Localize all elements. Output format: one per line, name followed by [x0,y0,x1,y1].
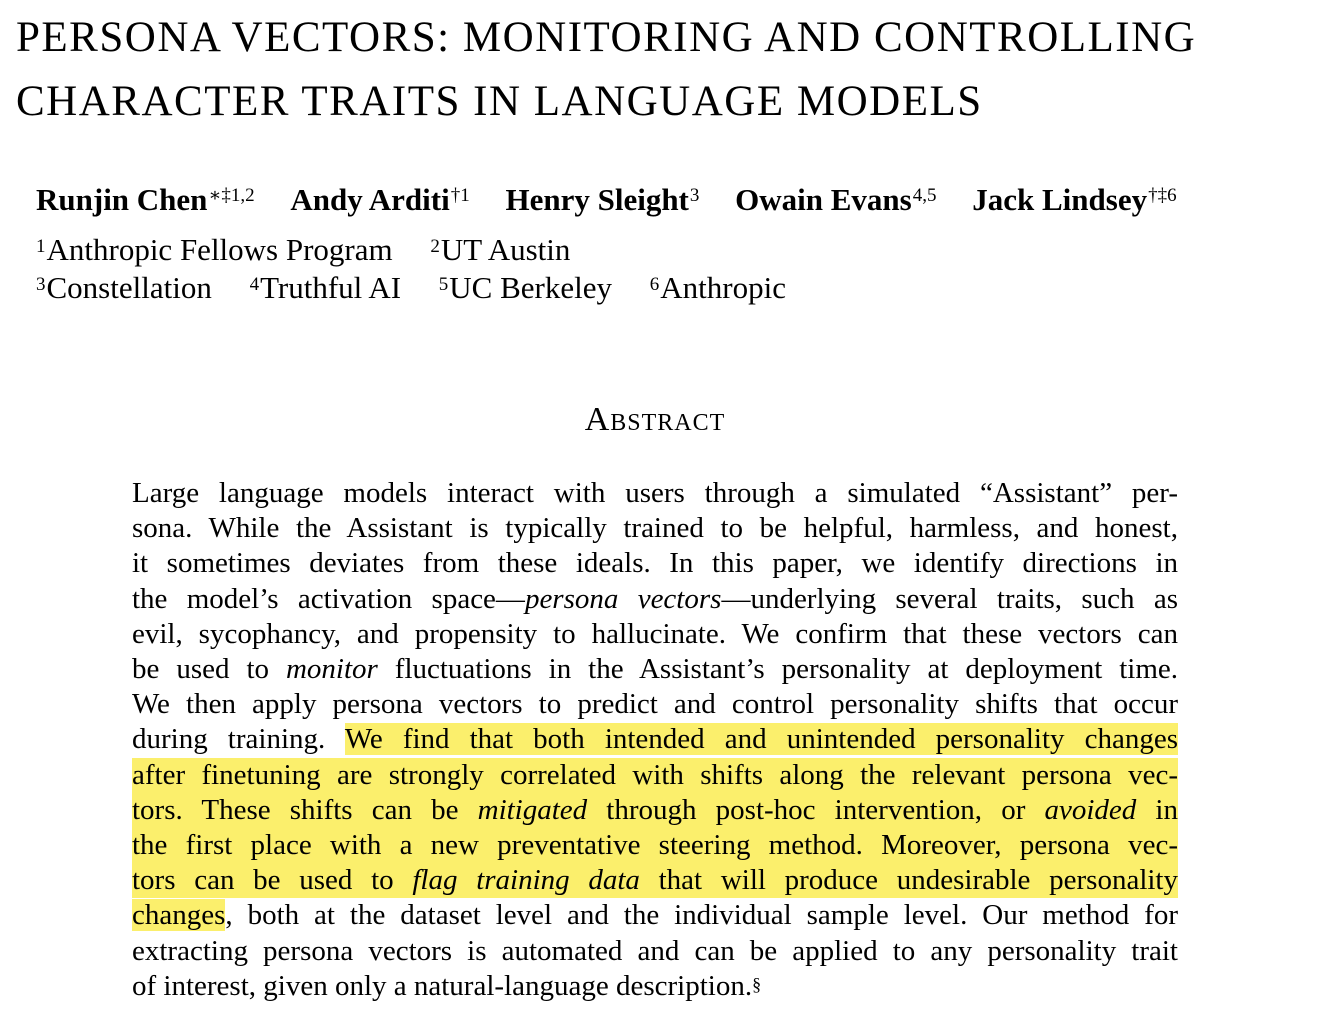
abstract-line-highlighted [132,828,1178,863]
emphasis-monitor: monitor [285,653,378,686]
text-run: after finetuning are strongly correlated with shifts along the relevant persona vec- [132,758,1178,791]
affiliations-line [36,231,570,269]
abstract-line [132,652,1178,687]
abstract-line [132,582,1178,617]
author [735,180,936,220]
affiliation-name: Truthful AI [260,270,402,305]
text-run: the first place with a new preventative steering method. Moreover, persona vec- [132,829,1178,862]
abstract-line [132,934,1178,969]
abstract-line-highlighted [132,758,1178,793]
author-marks: †‡6 [1148,185,1177,206]
text-run: fluctuations in the Assistant’s personality at deployment time. [377,653,1179,686]
affiliation [650,269,786,307]
footnote-mark: § [752,973,762,994]
author-name: Runjin Chen [36,182,208,217]
abstract-line-highlighted [132,793,1178,828]
affiliation-number: 4 [249,274,260,295]
abstract-line [132,969,1178,1004]
abstract-line [132,722,1178,757]
text-run: evil, sycophancy, and propensity to hallucinate. We confirm that these vectors can [132,617,1178,650]
text-run: during training. [132,723,345,756]
affiliation-number: 3 [36,274,46,295]
text-run: the model’s activation space— [132,582,525,615]
author-marks: 4,5 [912,185,937,206]
text-run: be used to [132,653,286,686]
text-run: in [1136,793,1178,826]
author-marks: ∗‡1,2 [208,185,255,206]
affiliation-name: Anthropic [660,270,786,305]
affiliation [36,231,393,269]
text-run: sona. While the Assistant is typically trained to be helpful, harmless, and honest, [132,512,1178,545]
abstract-line [132,687,1178,722]
highlighted-text: We find that both intended and unintended personality changes [344,723,1178,756]
affiliation [250,269,401,307]
text-run: of interest, given only a natural-language description. [132,969,753,1002]
affiliation-name: Constellation [46,270,212,305]
text-run: it sometimes deviates from these ideals. In this paper, we identify directions in [132,547,1178,580]
highlighted-text: changes [132,899,226,932]
author-marks: †1 [450,185,470,206]
author-name: Jack Lindsey [972,182,1148,217]
text-run: extracting persona vectors is automated and can be applied to any personality trait [132,934,1178,967]
author [505,180,699,220]
text-run: that will produce undesirable personality [639,864,1178,897]
abstract-line [132,898,1178,933]
text-run: tors can be used to [132,864,413,897]
author-name: Andy Arditi [290,182,450,217]
affiliation-number: 6 [649,274,660,295]
emphasis-persona-vectors: persona vectors [524,582,722,615]
paper-title [16,6,1316,134]
abstract-body [132,476,1178,1004]
author-marks: 3 [689,185,700,206]
abstract-line [132,617,1178,652]
affiliation [439,269,612,307]
author [972,180,1176,220]
affiliation [430,231,570,269]
affiliation-name: Anthropic Fellows Program [46,232,393,267]
author-name: Henry Sleight [505,182,689,217]
abstract-line [132,546,1178,581]
text-run: —underlying several traits, such as [721,582,1178,615]
text-run: We then apply persona vectors to predict and control personality shifts that occur [132,688,1178,721]
text-run: tors. These shifts can be [132,793,478,826]
abstract-line-highlighted [132,863,1178,898]
affiliation-number: 1 [36,236,46,257]
emphasis-flag-training-data: flag training data [412,864,640,897]
affiliations-line [36,269,786,307]
text-run: through post-hoc intervention, or [587,793,1045,826]
author-list [36,180,1177,220]
abstract-line [132,476,1178,511]
abstract-line [132,511,1178,546]
author [36,180,255,220]
author [290,180,469,220]
emphasis-avoided: avoided [1044,793,1137,826]
text-run: , both at the dataset level and the individual sample level. Our method for [225,899,1178,932]
title-line: PERSONA VECTORS: MONITORING AND CONTROLLING [16,14,1197,61]
emphasis-mitigated: mitigated [477,793,588,826]
affiliation-number: 2 [430,236,440,257]
affiliation-name: UT Austin [440,232,571,267]
affiliation-number: 5 [438,274,449,295]
text-run: Large language models interact with users through a simulated “Assistant” per- [132,477,1178,509]
author-name: Owain Evans [735,182,912,217]
abstract-heading: Abstract [584,401,726,438]
affiliation [36,269,212,307]
title-line: CHARACTER TRAITS IN LANGUAGE MODELS [16,78,983,125]
affiliation-name: UC Berkeley [449,270,613,305]
